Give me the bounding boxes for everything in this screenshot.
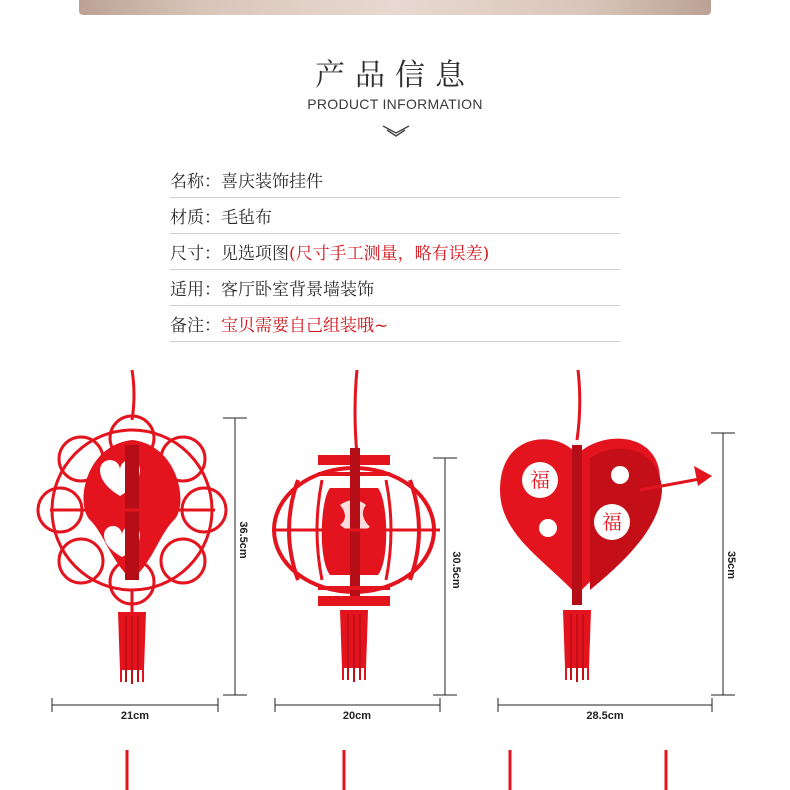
height-label: 36.5cm <box>237 521 249 559</box>
svg-text:福: 福 <box>530 468 550 492</box>
product-photos <box>0 360 790 790</box>
next-row-strings <box>127 750 666 790</box>
heart-ornament <box>500 370 712 682</box>
lantern-ornament <box>272 370 440 682</box>
height-label: 35cm <box>725 550 737 580</box>
info-row-usage <box>170 270 620 306</box>
width-label: 21cm <box>120 710 150 722</box>
info-label: 适用： <box>170 280 221 300</box>
width-label: 20cm <box>342 710 372 722</box>
height-label: 30.5cm <box>450 551 462 589</box>
section-title: 产品信息 <box>315 58 475 93</box>
info-note: (尺寸手工测量，略有误差) <box>289 244 490 264</box>
flower-knot-ornament <box>38 370 226 684</box>
info-row-remark <box>170 306 620 342</box>
product-info-table <box>170 162 620 342</box>
info-row-size <box>170 234 620 270</box>
info-value: 毛毡布 <box>221 208 272 228</box>
info-label: 名称： <box>170 172 221 192</box>
svg-text:福: 福 <box>602 510 622 534</box>
info-value: 客厅卧室背景墙装饰 <box>221 280 374 300</box>
top-banner-image <box>79 0 711 15</box>
info-note: 宝贝需要自己组装哦~ <box>221 316 389 336</box>
chevron-down-icon <box>381 124 411 138</box>
info-row-material <box>170 198 620 234</box>
info-row-name <box>170 162 620 198</box>
info-label: 尺寸： <box>170 244 221 264</box>
info-value: 见选项图 <box>221 244 289 264</box>
info-label: 备注： <box>170 316 221 336</box>
info-value: 喜庆装饰挂件 <box>221 172 323 192</box>
info-label: 材质： <box>170 208 221 228</box>
section-subtitle: PRODUCT INFORMATION <box>307 96 483 112</box>
width-label: 28.5cm <box>586 710 624 722</box>
